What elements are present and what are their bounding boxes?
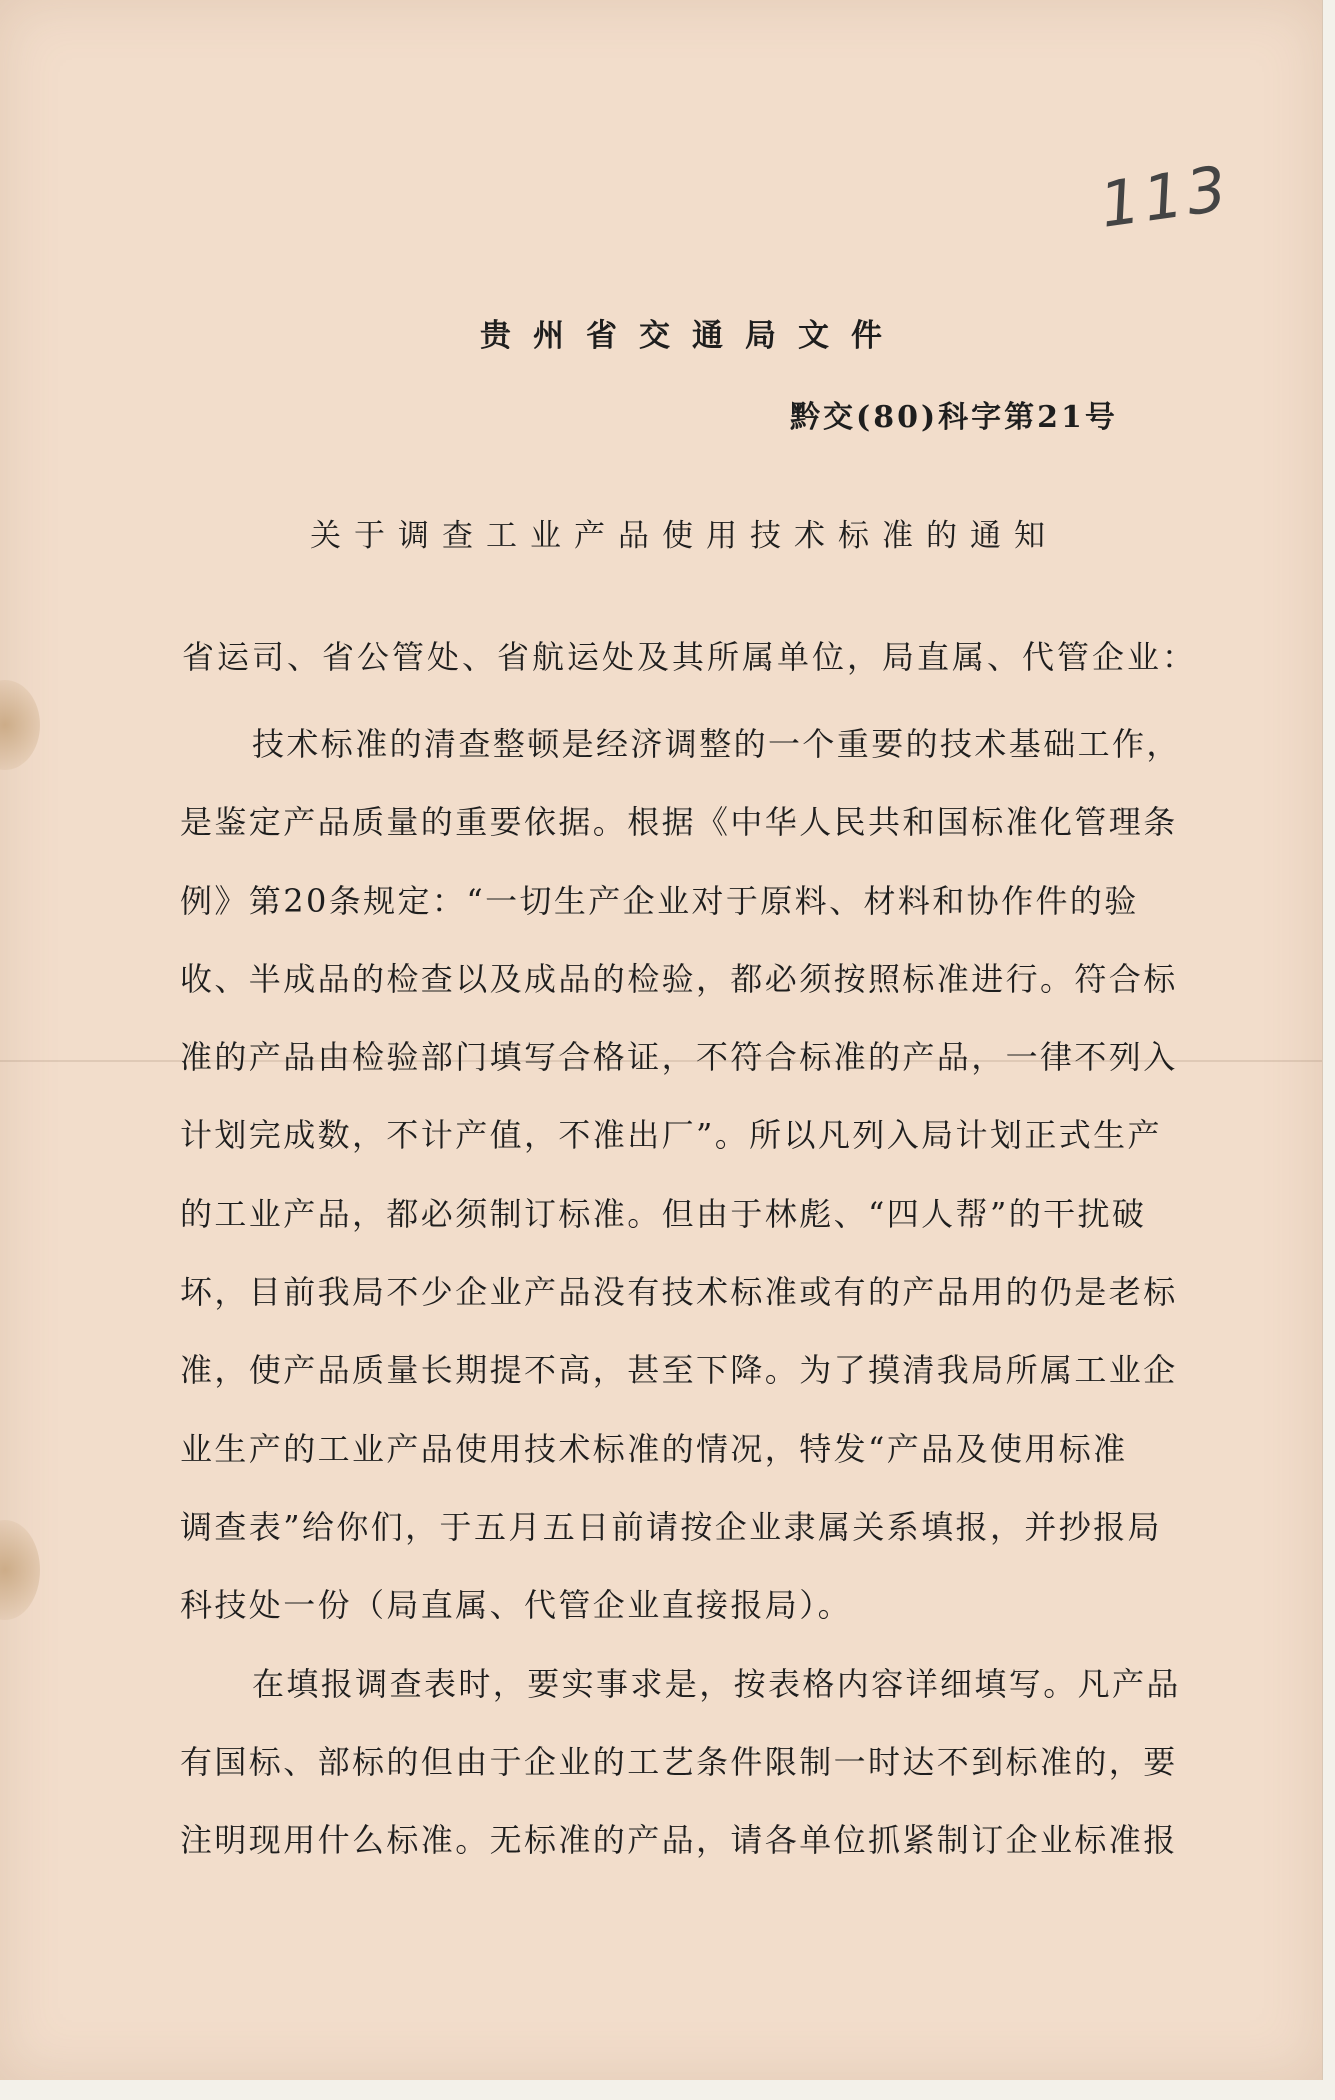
body-line: 有国标、部标的但由于企业的工艺条件限制一时达不到标准的，要 xyxy=(180,1742,1178,1781)
body-line: 的工业产品，都必须制订标准。但由于林彪、“四人帮”的干扰破 xyxy=(180,1194,1147,1233)
body-line: 准，使产品质量长期提不高，甚至下降。为了摸清我局所属工业企 xyxy=(180,1351,1178,1390)
body-line: 在填报调查表时，要实事求是，按表格内容详细填写。凡产品 xyxy=(252,1664,1181,1703)
body-line: 调查表”给你们，于五月五日前请按企业隶属关系填报，并抄报局 xyxy=(180,1507,1162,1546)
body-line: 准的产品由检验部门填写合格证，不符合标准的产品，一律不列入 xyxy=(180,1038,1178,1077)
body-line: 计划完成数，不计产值，不准出厂”。所以凡列入局计划正式生产 xyxy=(180,1116,1162,1155)
body-line: 坏，目前我局不少企业产品没有技术标准或有的产品用的仍是老标 xyxy=(180,1273,1178,1312)
issuing-authority-header: 贵州省交通局文件 xyxy=(480,318,904,354)
body-line: 注明现用什么标准。无标准的产品，请各单位抓紧制订企业标准报 xyxy=(180,1821,1178,1860)
body-line: 是鉴定产品质量的重要依据。根据《中华人民共和国标准化管理条 xyxy=(180,803,1178,842)
paper-stain xyxy=(0,680,40,770)
addressees: 省运司、省公管处、省航运处及其所属单位，局直属、代管企业： xyxy=(182,638,1198,676)
body-line: 例》第20条规定：“一切生产企业对于原料、材料和协作件的验 xyxy=(180,881,1139,920)
document-number: 黔交(80)科字第21号 xyxy=(790,400,1118,435)
document-title: 关于调查工业产品使用技术标准的通知 xyxy=(310,518,1058,554)
body-line: 业生产的工业产品使用技术标准的情况，特发“产品及使用标准 xyxy=(180,1429,1128,1468)
body-line: 科技处一份（局直属、代管企业直接报局）。 xyxy=(180,1586,853,1625)
paper-stain xyxy=(0,1520,40,1620)
body-line: 收、半成品的检查以及成品的检验，都必须按照标准进行。符合标 xyxy=(180,959,1178,998)
body-line: 技术标准的清查整顿是经济调整的一个重要的技术基础工作， xyxy=(252,725,1181,763)
handwritten-page-number: 113 xyxy=(1095,151,1235,242)
body-text xyxy=(180,705,1240,1879)
